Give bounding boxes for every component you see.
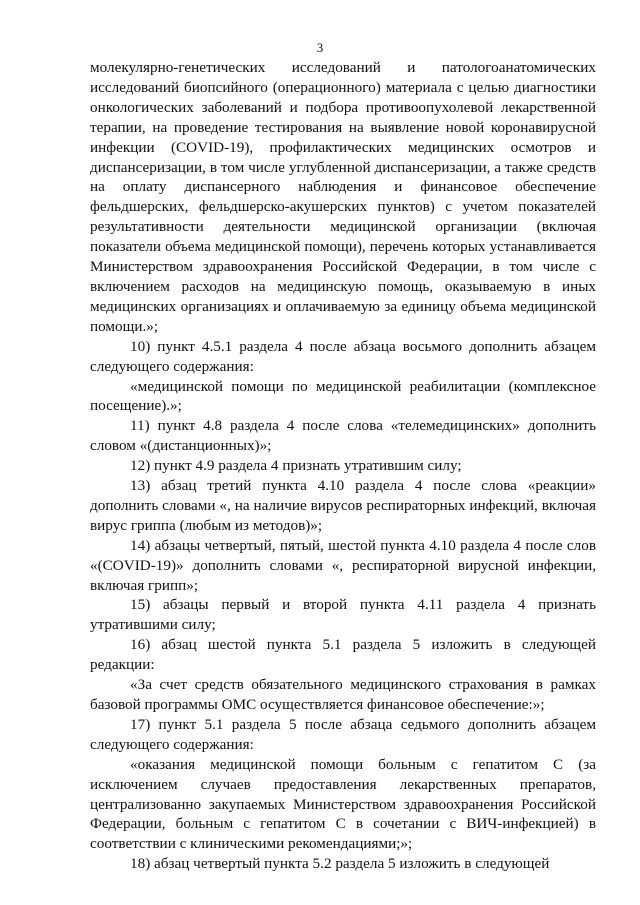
paragraph: «оказания медицинской помощи больным с гепатитом С (за исключением случаев предоставления лекарственных препаратов, централизованно закупаемых Министерством здравоохранения Российской Федерации, больным с гепатитом С в сочетании с ВИЧ-инфекцией) в соответствии с клиническими рекомендациями;»; <box>90 755 596 853</box>
document-body <box>90 58 596 874</box>
page-number: 3 <box>316 40 324 55</box>
paragraph: «За счет средств обязательного медицинского страхования в рамках базовой программы ОМС осуществляется финансовое обеспечение:»; <box>90 676 596 713</box>
paragraph: 14) абзацы четвертый, пятый, шестой пункта 4.10 раздела 4 после слов «(COVID-19)» дополнить словами «, респираторной вирусной инфекции, включая грипп»; <box>90 536 596 594</box>
paragraph: 11) пункт 4.8 раздела 4 после слова «телемедицинских» дополнить словом «(дистанционных)»; <box>90 417 596 455</box>
paragraph: 13) абзац третий пункта 4.10 раздела 4 после слова «реакции» дополнить словами «, на наличие вирусов респираторных инфекций, включая вирус гриппа (любым из методов)»; <box>90 477 596 534</box>
paragraph: 18) абзац четвертый пункта 5.2 раздела 5 изложить в следующей <box>130 855 550 873</box>
paragraph: 15) абзацы первый и второй пункта 4.11 раздела 4 признать утратившими силу; <box>90 596 596 634</box>
paragraph: 16) абзац шестой пункта 5.1 раздела 5 изложить в следующей редакции: <box>90 636 596 674</box>
paragraph: 17) пункт 5.1 раздела 5 после абзаца седьмого дополнить абзацем следующего содержания: <box>90 715 596 753</box>
paragraph: «медицинской помощи по медицинской реабилитации (комплексное посещение).»; <box>90 377 596 415</box>
paragraph: 10) пункт 4.5.1 раздела 4 после абзаца восьмого дополнить абзацем следующего содержания: <box>90 337 596 375</box>
paragraph: молекулярно-генетических исследований и патологоанатомических исследований биопсийного (операционного) материала с целью диагностики онкологических заболеваний и подбора противоопухолевой лекарственной терапии, на проведение тестирования на выявление новой коронавирусной инфекции (COVID-19), профилактических медицинских осмотров и диспансеризации, в том числе углубленной диспансеризации, а также средств на оплату диспансерного наблюдения и финансовое обеспечение фельдшерских, фельдшерско-акушерских пунктов) с учетом показателей результативности деятельности медицинской организации (включая показатели объема медицинской помощи), перечень которых устанавливается Министерством здравоохранения Российской Федерации, в том числе с включением расходов на медицинскую помощь, оказываемую в иных медицинских организациях и оплачиваемую за единицу объема медицинской помощи.»; <box>90 59 596 335</box>
paragraph: 12) пункт 4.9 раздела 4 признать утратившим силу; <box>130 457 462 475</box>
